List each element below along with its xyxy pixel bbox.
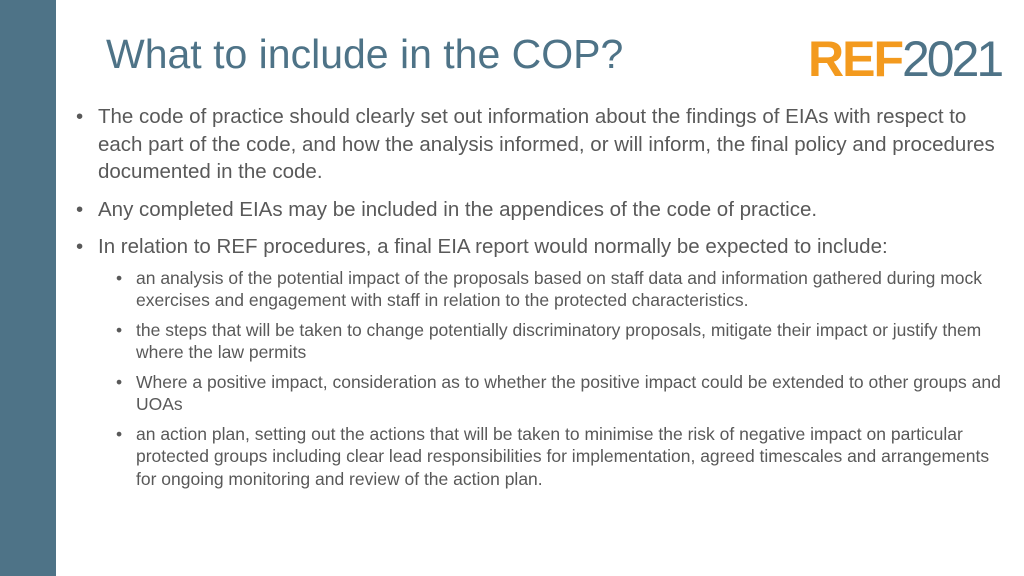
bullet-item [76, 196, 1011, 224]
bullet-item [76, 103, 1011, 186]
logo-year-text: 2021 [902, 31, 1002, 87]
logo-ref-text: REF [808, 31, 902, 87]
ref2021-logo [808, 31, 1002, 87]
bullet-text: The code of practice should clearly set out information about the findings of EIAs with respect to each part of the code, and how the analysis informed, or will inform, the final policy and procedures documented in the code. [98, 105, 995, 183]
slide-title: What to include in the COP? [106, 31, 624, 77]
sub-bullet-item: • the steps that will be taken to change potentially discriminatory proposals, mitigate their impact or justify them where the law permits [116, 319, 1011, 364]
bullet-list [76, 103, 1011, 500]
bullet-text: Any completed EIAs may be included in the appendices of the code of practice. [98, 197, 818, 221]
sub-bullet-item: • an action plan, setting out the actions that will be taken to minimise the risk of negative impact on particular protected groups including clear lead responsibilities for implementation, agreed timescales and arrangements for ongoing monitoring and review of the action plan. [116, 423, 1011, 491]
bullet-item [76, 233, 1011, 490]
sub-bullet-item: • Where a positive impact, consideration as to whether the positive impact could be extended to other groups and UOAs [116, 371, 1011, 416]
sub-bullet-list [98, 267, 1011, 491]
bullet-text: In relation to REF procedures, a final EIA report would normally be expected to include: [98, 235, 888, 258]
side-accent-bar [0, 0, 56, 576]
sub-bullet-item: • an analysis of the potential impact of the proposals based on staff data and information gathered during mock exercises and engagement with staff in relation to the protected characteristics. [116, 267, 1011, 312]
